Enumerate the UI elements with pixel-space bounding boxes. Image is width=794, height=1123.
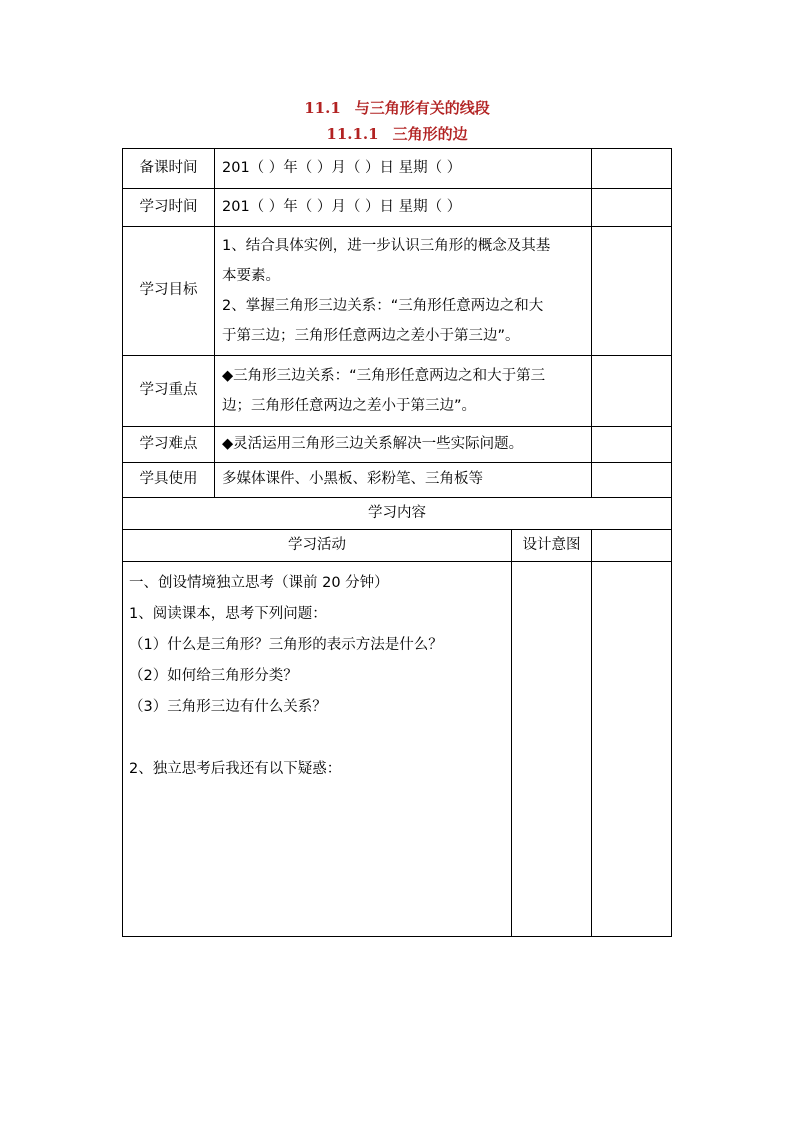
row-activity-header (123, 530, 672, 562)
tools-label: 学具使用 (123, 463, 215, 498)
activity-item-2: 2、独立思考后我还有以下疑惑： (129, 761, 342, 777)
goals-line: 于第三边；三角形任意两边之差小于第三边”。 (222, 328, 520, 344)
activity-heading: 一、创设情境独立思考（课前 20 分钟） (129, 575, 389, 591)
study-time-extra-cell (592, 189, 672, 227)
prep-time-label: 备课时间 (123, 149, 215, 189)
goals-extra-cell (592, 227, 672, 356)
row-study-time (123, 189, 672, 227)
design-header: 设计意图 (512, 530, 592, 562)
design-intent-cell (512, 562, 592, 937)
key-points-value (215, 356, 592, 427)
section-title (0, 97, 794, 118)
study-time-value: 201（ ）年（ ）月（ ）日 星期（ ） (215, 189, 592, 227)
key-points-extra-cell (592, 356, 672, 427)
key-points-label: 学习重点 (123, 356, 215, 427)
row-prep-time (123, 149, 672, 189)
prep-time-extra-cell (592, 149, 672, 189)
activity-content (123, 562, 512, 937)
activity-header: 学习活动 (123, 530, 512, 562)
prep-time-value: 201（ ）年（ ）月（ ）日 星期（ ） (215, 149, 592, 189)
activity-question-1: （1）什么是三角形？三角形的表示方法是什么？ (129, 637, 443, 653)
subsection-name: 三角形的边 (392, 125, 468, 143)
activity-question-2: （2）如何给三角形分类？ (129, 668, 298, 684)
difficulties-label: 学习难点 (123, 427, 215, 463)
lesson-plan-table (122, 148, 672, 937)
goals-value (215, 227, 592, 356)
section-number: 11.1 (304, 99, 341, 117)
difficulties-extra-cell (592, 427, 672, 463)
design-intent-extra-cell (592, 562, 672, 937)
activity-question-3: （3）三角形三边有什么关系？ (129, 699, 327, 715)
activity-item-1: 1、阅读课本，思考下列问题： (129, 606, 327, 622)
content-header: 学习内容 (123, 498, 672, 530)
tools-extra-cell (592, 463, 672, 498)
design-extra-cell (592, 530, 672, 562)
goals-line: 1、结合具体实例，进一步认识三角形的概念及其基 (222, 238, 551, 254)
row-content-header (123, 498, 672, 530)
row-tools (123, 463, 672, 498)
section-name: 与三角形有关的线段 (354, 99, 490, 117)
goals-label: 学习目标 (123, 227, 215, 356)
tools-value: 多媒体课件、小黑板、彩粉笔、三角板等 (215, 463, 592, 498)
subsection-title (0, 123, 794, 144)
key-points-line: 边；三角形任意两边之差小于第三边”。 (222, 398, 477, 414)
key-points-line: ◆三角形三边关系：“三角形任意两边之和大于第三 (222, 368, 546, 384)
row-goals (123, 227, 672, 356)
goals-line: 本要素。 (222, 268, 280, 284)
subsection-number: 11.1.1 (326, 125, 379, 143)
row-key-points (123, 356, 672, 427)
row-difficulties (123, 427, 672, 463)
difficulties-value: ◆灵活运用三角形三边关系解决一些实际问题。 (215, 427, 592, 463)
goals-line: 2、掌握三角形三边关系：“三角形任意两边之和大 (222, 298, 544, 314)
study-time-label: 学习时间 (123, 189, 215, 227)
row-activity-body (123, 562, 672, 937)
